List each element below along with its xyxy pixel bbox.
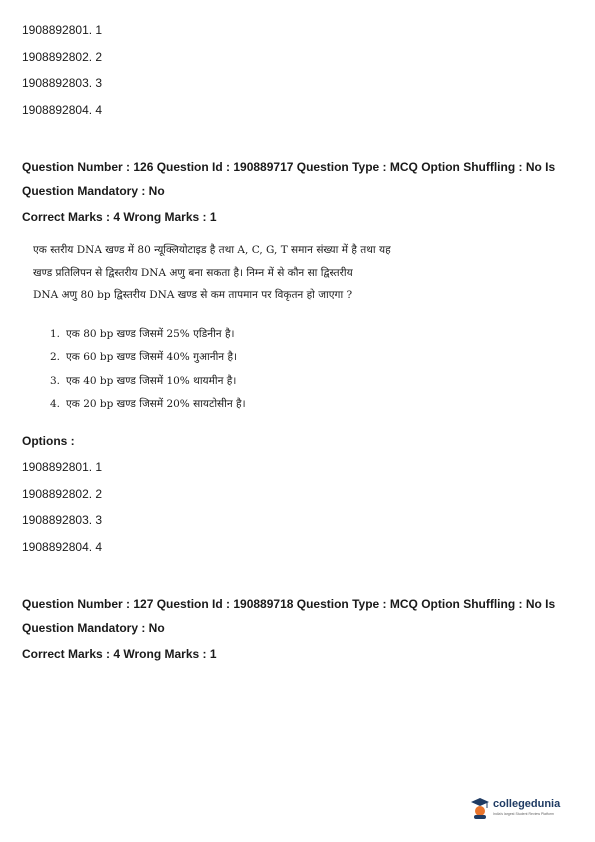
choice-text: एक 40 bp खण्ड जिसमें 10% थायमीन है।: [66, 375, 237, 387]
choice-item: [50, 375, 236, 388]
choice-item: [50, 351, 237, 364]
question-header: Question Number : 127 Question Id : 190889718 Question Type : MCQ Option Shuffling : No Is: [22, 597, 556, 611]
option-line: 1908892804. 4: [22, 540, 103, 554]
collegedunia-logo: [470, 796, 570, 822]
option-line: 1908892803. 3: [22, 513, 103, 527]
question-marks: Correct Marks : 4 Wrong Marks : 1: [22, 210, 217, 224]
choice-text: एक 60 bp खण्ड जिसमें 40% गुआनीन है।: [66, 351, 238, 363]
option-line: 1908892801. 1: [22, 23, 103, 37]
question-mandatory: Question Mandatory : No: [22, 621, 165, 635]
options-label: Options :: [22, 434, 75, 448]
question-text-line: एक स्तरीय DNA खण्ड में 80 न्यूक्लियोटाइड है तथा A, C, G, T समान संख्या में है तथा यह: [33, 244, 391, 256]
choice-item: [50, 398, 246, 411]
choice-number: 1.: [50, 328, 61, 340]
option-line: 1908892803. 3: [22, 76, 103, 90]
choice-number: 2.: [50, 351, 61, 363]
question-mandatory: Question Mandatory : No: [22, 184, 165, 198]
option-line: 1908892801. 1: [22, 460, 103, 474]
choice-number: 4.: [50, 398, 61, 410]
question-marks: Correct Marks : 4 Wrong Marks : 1: [22, 647, 217, 661]
option-line: 1908892804. 4: [22, 103, 103, 117]
question-text-line: खण्ड प्रतिलिपन से द्विस्तरीय DNA अणु बना सकता है। निम्न में से कौन सा द्विस्तरीय: [33, 267, 353, 279]
option-line: 1908892802. 2: [22, 487, 103, 501]
choice-text: एक 80 bp खण्ड जिसमें 25% एडिनीन है।: [66, 328, 235, 340]
question-header: Question Number : 126 Question Id : 190889717 Question Type : MCQ Option Shuffling : No Is: [22, 160, 556, 174]
choice-number: 3.: [50, 375, 61, 387]
logo-name: collegedunia: [493, 798, 561, 810]
option-line: 1908892802. 2: [22, 50, 103, 64]
choice-item: [50, 328, 235, 341]
choice-text: एक 20 bp खण्ड जिसमें 20% सायटोसीन है।: [66, 398, 246, 410]
graduate-cap-icon: [470, 796, 490, 820]
question-text-line: DNA अणु 80 bp द्विस्तरीय DNA खण्ड से कम तापमान पर विकृतन हो जाएगा ?: [33, 289, 353, 301]
logo-tagline: India's largest Student Review Platform: [493, 812, 554, 816]
